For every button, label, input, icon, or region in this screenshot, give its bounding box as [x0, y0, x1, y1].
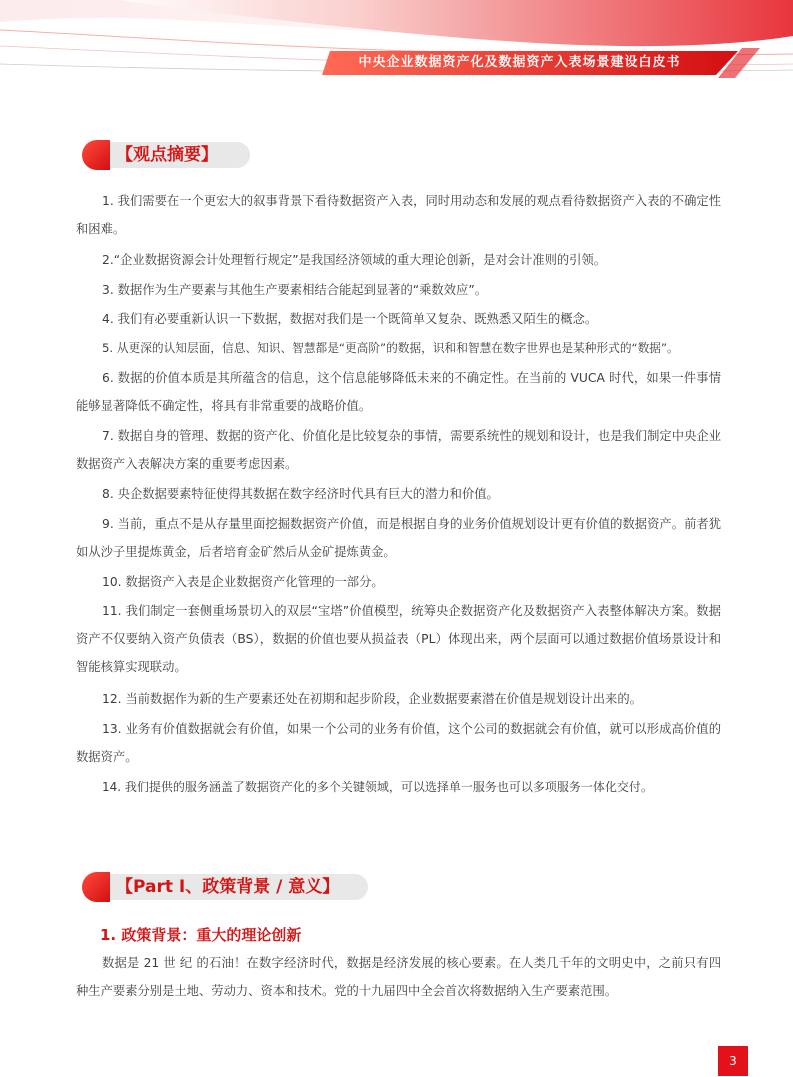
section-heading-part1 [76, 872, 371, 902]
summary-item-6: 6. 数据的价值本质是其所蕴含的信息，这个信息能够降低未来的不确定性。在当前的 VUCA 时代，如果一件事情能够显著降低不确定性，将具有非常重要的战略价值。 [76, 371, 721, 413]
document-title: 中央企业数据资产化及数据资产入表场景建设白皮书 [358, 55, 681, 70]
page-number: 3 [718, 1046, 748, 1076]
summary-item-10: 10. 数据资产入表是企业数据资产化管理的一部分。 [102, 575, 384, 589]
summary-item-1: 1. 我们需要在一个更宏大的叙事背景下看待数据资产入表，同时用动态和发展的观点看待数据资产入表的不确定性和困难。 [76, 194, 721, 236]
policy-background-paragraph: 数据是 21 世 纪 的石油！在数字经济时代，数据是经济发展的核心要素。在人类几千年的文明史中，之前只有四种生产要素分别是土地、劳动力、资本和技术。党的十九届四中全会首次将数据纳入生产要素范围。 [76, 956, 721, 998]
heading-red-tab [82, 872, 110, 902]
summary-item-7: 7. 数据自身的管理、数据的资产化、价值化是比较复杂的事情，需要系统性的规划和设计，也是我们制定中央企业数据资产入表解决方案的重要考虑因素。 [76, 429, 721, 471]
summary-item-5: 5. 从更深的认知层面，信息、知识、智慧都是“更高阶”的数据，识和和智慧在数字世界也是某种形式的“数据”。 [102, 341, 679, 355]
section-heading-summary [76, 140, 251, 170]
subsection-title: 1. 政策背景：重大的理论创新 [100, 926, 302, 944]
summary-item-13: 13. 业务有价值数据就会有价值，如果一个公司的业务有价值，这个公司的数据就会有价值，就可以形成高价值的数据资产。 [76, 722, 721, 764]
heading-red-tab [82, 140, 110, 170]
summary-item-12: 12. 当前数据作为新的生产要素还处在初期和起步阶段，企业数据要素潜在价值是规划设计出来的。 [102, 692, 642, 706]
section-title: 【Part I、政策背景 / 意义】 [116, 877, 340, 897]
summary-item-14: 14. 我们提供的服务涵盖了数据资产化的多个关键领域，可以选择单一服务也可以多项服务一体化交付。 [102, 780, 653, 794]
summary-item-9: 9. 当前，重点不是从存量里面挖掘数据资产价值，而是根据自身的业务价值规划设计更有价值的数据资产。前者犹如从沙子里提炼黄金，后者培育金矿然后从金矿提炼黄金。 [76, 517, 721, 559]
section-title: 【观点摘要】 [116, 145, 218, 165]
summary-item-2: 2.“企业数据资源会计处理暂行规定”是我国经济领域的重大理论创新，是对会计准则的引领。 [102, 253, 607, 267]
summary-item-8: 8. 央企数据要素特征使得其数据在数字经济时代具有巨大的潜力和价值。 [102, 487, 499, 501]
summary-item-11: 11. 我们制定一套侧重场景切入的双层“宝塔”价值模型，统筹央企数据资产化及数据资产入表整体解决方案。数据资产不仅要纳入资产负债表（BS），数据的价值也要从损益表（PL）体现出来，两个层面可以通过数据价值场景设计和智能核算实现联动。 [76, 604, 721, 674]
summary-item-4: 4. 我们有必要重新认识一下数据，数据对我们是一个既简单又复杂、既熟悉又陌生的概念。 [102, 312, 598, 326]
summary-item-3: 3. 数据作为生产要素与其他生产要素相结合能起到显著的“乘数效应”。 [102, 283, 487, 297]
